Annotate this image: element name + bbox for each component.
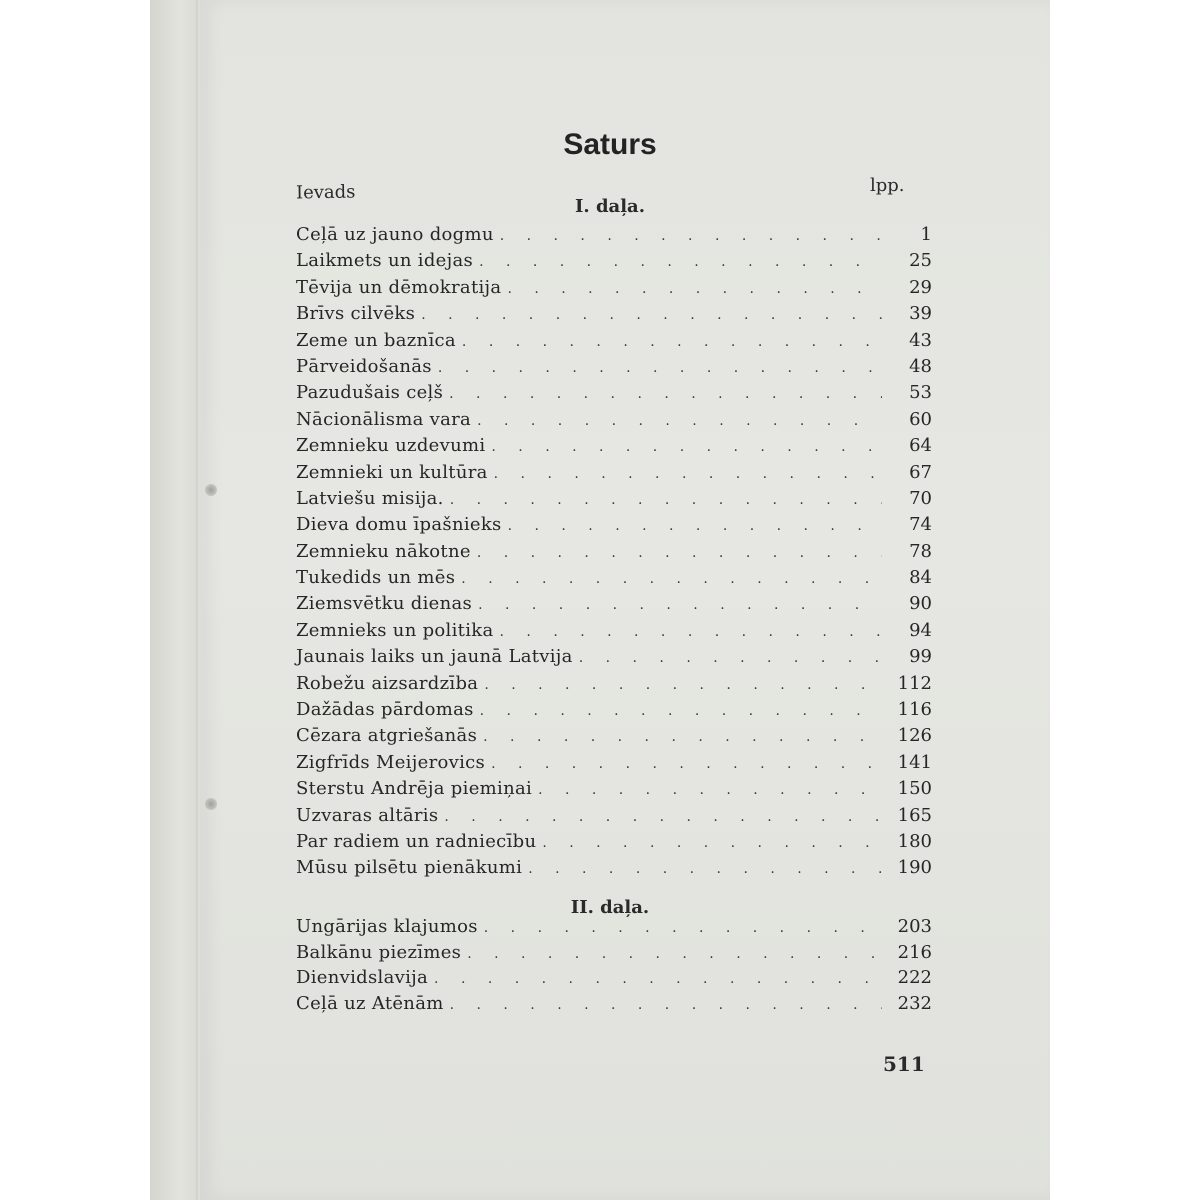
toc-entry-title: Cēzara atgriešanās — [296, 725, 478, 747]
toc-entry-page: 60 — [909, 408, 932, 430]
toc-entry — [296, 567, 932, 593]
toc-entry-title: Dieva domu īpašnieks — [296, 514, 502, 536]
dot-leader — [444, 809, 882, 825]
toc-entry — [296, 356, 932, 382]
toc-entry-title: Pazudušais ceļš — [296, 382, 444, 404]
toc-entry — [296, 462, 932, 488]
page-column-label: lpp. — [870, 175, 905, 196]
toc-entry-page: 70 — [909, 487, 932, 509]
toc-entry — [296, 967, 932, 993]
toc-entry-title: Jaunais laiks un jaunā Latvija — [296, 646, 573, 668]
dot-leader — [461, 571, 882, 587]
toc-entry — [296, 514, 932, 540]
book-spine-edge — [150, 0, 200, 1200]
toc-entry-title: Nācionālisma vara — [296, 408, 472, 430]
dot-leader — [479, 254, 882, 270]
dot-leader — [449, 386, 882, 402]
toc-entry-page: 67 — [909, 461, 932, 483]
toc-entry-title: Ungārijas klajumos — [296, 916, 478, 937]
part-2-heading: II. daļa. — [570, 897, 650, 918]
toc-entry-page: 1 — [920, 224, 932, 245]
toc-entry — [296, 646, 932, 672]
toc-entry-page: 116 — [897, 699, 932, 721]
toc-entry-title: Mūsu pilsētu pienākumi — [296, 857, 523, 879]
toc-entry-page: 48 — [909, 355, 932, 377]
toc-entry-page: 216 — [897, 941, 932, 963]
toc-entry-title: Latviešu misija. — [296, 487, 444, 509]
dot-leader — [507, 281, 882, 297]
toc-entry-page: 112 — [897, 672, 932, 694]
toc-entry-title: Ceļā uz Atēnām — [296, 992, 444, 1014]
toc-entry — [296, 620, 932, 646]
toc-entry-title: Laikmets un idejas — [296, 250, 474, 272]
dot-leader — [478, 597, 882, 613]
dot-leader — [500, 624, 882, 640]
toc-entry — [296, 435, 932, 461]
toc-entry-page: 53 — [909, 382, 932, 404]
toc-entry — [296, 224, 932, 250]
dot-leader — [480, 703, 882, 719]
toc-entry — [296, 752, 932, 778]
toc-entry — [296, 277, 932, 303]
toc-entry-title: Par radiem un radniecību — [296, 830, 537, 852]
dot-leader — [434, 971, 882, 987]
toc-entry-page: 232 — [897, 992, 932, 1014]
toc-list-part-2 — [296, 916, 932, 1018]
toc-entry-page: 141 — [897, 751, 932, 773]
toc-entry-title: Zemnieks un politika — [296, 619, 494, 641]
toc-entry-page: 165 — [897, 804, 932, 826]
dot-leader — [450, 492, 882, 508]
toc-entry-title: Zeme un baznīca — [296, 329, 456, 351]
toc-entry — [296, 330, 932, 356]
toc-entry-page: 99 — [909, 646, 932, 668]
toc-entry — [296, 593, 932, 619]
toc-list-part-1 — [296, 224, 932, 884]
toc-entry-title: Uzvaras altāris — [296, 804, 439, 826]
binding-staple — [205, 484, 217, 496]
toc-entry-title: Sterstu Andrēja piemiņai — [296, 778, 533, 800]
toc-entry-title: Robežu aizsardzība — [296, 672, 479, 694]
dot-leader — [528, 861, 882, 877]
toc-entry — [296, 993, 932, 1019]
toc-entry-title: Tukedids un mēs — [296, 567, 456, 589]
dot-leader — [491, 756, 882, 772]
toc-entry-page: 150 — [897, 778, 932, 800]
toc-entry-title: Zemnieki un kultūra — [296, 461, 488, 483]
book-page — [200, 0, 1050, 1200]
dot-leader — [483, 729, 882, 745]
toc-entry-page: 90 — [909, 593, 932, 615]
toc-entry-page: 126 — [897, 725, 932, 747]
dot-leader — [467, 946, 882, 962]
toc-entry-page: 25 — [909, 250, 932, 272]
dot-leader — [542, 835, 882, 851]
toc-entry-title: Zemnieku nākotne — [296, 540, 471, 562]
toc-entry — [296, 916, 932, 942]
dot-leader — [491, 439, 882, 455]
dot-leader — [477, 413, 882, 429]
toc-entry — [296, 409, 932, 435]
toc-entry-page: 203 — [897, 916, 932, 937]
dot-leader — [477, 545, 882, 561]
toc-entry-title: Balkānu piezīmes — [296, 941, 462, 963]
toc-entry-title: Zigfrīds Meijerovics — [296, 751, 486, 773]
dot-leader — [484, 920, 882, 936]
toc-entry — [296, 488, 932, 514]
toc-entry-title: Dažādas pārdomas — [296, 699, 474, 721]
toc-entry — [296, 831, 932, 857]
toc-entry — [296, 778, 932, 804]
toc-entry-page: 64 — [909, 435, 932, 457]
dot-leader — [462, 334, 882, 350]
toc-entry-page: 78 — [909, 540, 932, 562]
toc-entry-page: 222 — [897, 967, 932, 988]
toc-entry-title: Brīvs cilvēks — [296, 303, 416, 325]
dot-leader — [450, 997, 882, 1013]
dot-leader — [579, 650, 882, 666]
dot-leader — [508, 518, 882, 534]
toc-entry-page: 43 — [909, 329, 932, 351]
toc-entry-page: 39 — [909, 303, 932, 325]
toc-entry-page: 190 — [897, 857, 932, 879]
toc-entry — [296, 942, 932, 968]
binding-staple — [205, 798, 217, 810]
toc-entry-title: Dienvidslavija — [296, 967, 429, 988]
toc-entry — [296, 541, 932, 567]
dot-leader — [494, 466, 882, 482]
toc-entry — [296, 699, 932, 725]
page-title: Saturs — [563, 128, 657, 161]
toc-entry-page: 180 — [897, 830, 932, 852]
toc-entry-page: 84 — [909, 567, 932, 589]
dot-leader — [484, 677, 882, 693]
toc-entry-page: 94 — [909, 619, 932, 641]
toc-entry — [296, 382, 932, 408]
toc-entry-title: Ceļā uz jauno dogmu — [296, 224, 494, 245]
intro-label: Ievads — [295, 181, 356, 204]
toc-entry-title: Ziemsvētku dienas — [296, 593, 473, 615]
toc-entry — [296, 250, 932, 276]
page-number: 511 — [883, 1052, 925, 1076]
dot-leader — [438, 360, 882, 376]
toc-entry-page: 74 — [909, 514, 932, 536]
toc-entry-page: 29 — [909, 276, 932, 298]
toc-entry — [296, 805, 932, 831]
toc-entry — [296, 673, 932, 699]
dot-leader — [500, 228, 882, 244]
dot-leader — [421, 307, 882, 323]
toc-entry-title: Pārveidošanās — [296, 355, 432, 377]
part-1-heading: I. daļa. — [575, 196, 645, 217]
dot-leader — [538, 782, 882, 798]
toc-entry-title: Tēvija un dēmokratija — [296, 276, 502, 298]
toc-entry-title: Zemnieku uzdevumi — [296, 435, 486, 457]
toc-entry — [296, 303, 932, 329]
toc-entry — [296, 857, 932, 883]
toc-entry — [296, 725, 932, 751]
